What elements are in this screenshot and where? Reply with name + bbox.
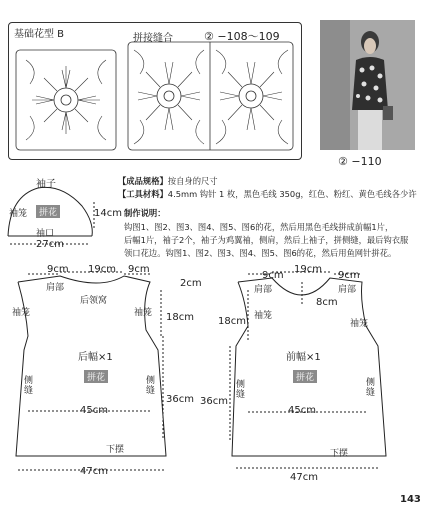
- joining-label: 拼接缝合: [133, 33, 173, 44]
- front-shoulder-label-left: 肩部: [254, 285, 273, 295]
- back-hem-width: 47cm: [80, 466, 108, 477]
- tools-text: 4.5mm 钩针 1 枚，黑色毛线 350g，红色、粉红、黄色毛线各少许: [167, 189, 417, 199]
- front-hem-label: 下摆: [330, 449, 349, 459]
- back-shoulder-label: 肩部: [46, 283, 65, 293]
- front-shoulder-right: 9cm: [338, 270, 360, 281]
- photo-caption: ② −110: [338, 155, 382, 168]
- back-armhole-right: 袖笼: [134, 308, 153, 318]
- sleeve-cuff-label: 袖口: [36, 229, 55, 239]
- back-neck-width: 19cm: [88, 264, 116, 275]
- front-shoulder-label-right: 肩部: [338, 285, 357, 295]
- page-number: 143: [400, 494, 421, 505]
- method-line-3: 领口花边。钩图1、图2、图3、图4、图5、图6的花，然后用鱼网针拼花。: [124, 248, 397, 258]
- method-label: 制作说明：: [124, 208, 166, 218]
- front-armhole-right: 袖笼: [350, 319, 369, 329]
- sleeve-title: 袖子: [36, 179, 56, 190]
- front-neck-width: 19cm: [294, 264, 322, 275]
- sleeve-pattern-tag: 拼花: [36, 205, 60, 218]
- back-title: 后幅×1: [78, 352, 113, 363]
- sleeve-height: 14cm: [94, 208, 122, 219]
- back-side-seam-right: 侧缝: [146, 376, 156, 396]
- back-armhole-left: 袖笼: [12, 308, 31, 318]
- front-body-height: 36cm: [200, 396, 228, 407]
- front-side-seam-right: 侧缝: [366, 378, 376, 398]
- tools-label: 【工具材料】: [118, 189, 168, 199]
- method-line-1: 钩图1、图2、图3、图4、图5、图6的花，然后用黑色毛线拼成前幅1片，: [124, 222, 394, 232]
- back-neck-depth: 2cm: [180, 278, 202, 289]
- back-neck-label: 后领窝: [80, 296, 108, 306]
- back-armhole-depth: 18cm: [166, 312, 194, 323]
- spec-text: 按自身的尺寸: [167, 176, 218, 186]
- front-shoulder-left: 9cm: [262, 270, 284, 281]
- front-hem-width: 47cm: [290, 472, 318, 483]
- sleeve-cap-label: 袖笼: [9, 209, 28, 219]
- back-shoulder-right: 9cm: [128, 264, 150, 275]
- front-armhole-depth: 18cm: [218, 316, 246, 327]
- front-title: 前幅×1: [286, 352, 321, 363]
- front-pattern-tag: 拼花: [293, 370, 317, 383]
- back-hem-label: 下摆: [106, 445, 125, 455]
- method-line-2: 后幅1片，袖子2个，袖子为鸡翼袖，侧肩，然后上袖子，拼侧缝，最后钩衣服: [124, 235, 409, 245]
- sleeve-width: 27cm: [36, 239, 64, 250]
- spec-label: 【成品规格】: [118, 176, 168, 186]
- front-chest-width: 45cm: [288, 405, 316, 416]
- back-pattern-tag: 拼花: [84, 370, 108, 383]
- back-body-height: 36cm: [166, 394, 194, 405]
- front-armhole-left: 袖笼: [254, 311, 273, 321]
- back-chest-width: 45cm: [80, 405, 108, 416]
- front-neck-depth: 8cm: [316, 297, 338, 308]
- back-side-seam-left: 侧缝: [24, 376, 34, 396]
- back-shoulder-left: 9cm: [47, 264, 69, 275]
- front-side-seam-left: 侧缝: [236, 380, 246, 400]
- pattern-name: 基础花型 B: [14, 29, 65, 40]
- pattern-number: ② −108～109: [204, 30, 280, 43]
